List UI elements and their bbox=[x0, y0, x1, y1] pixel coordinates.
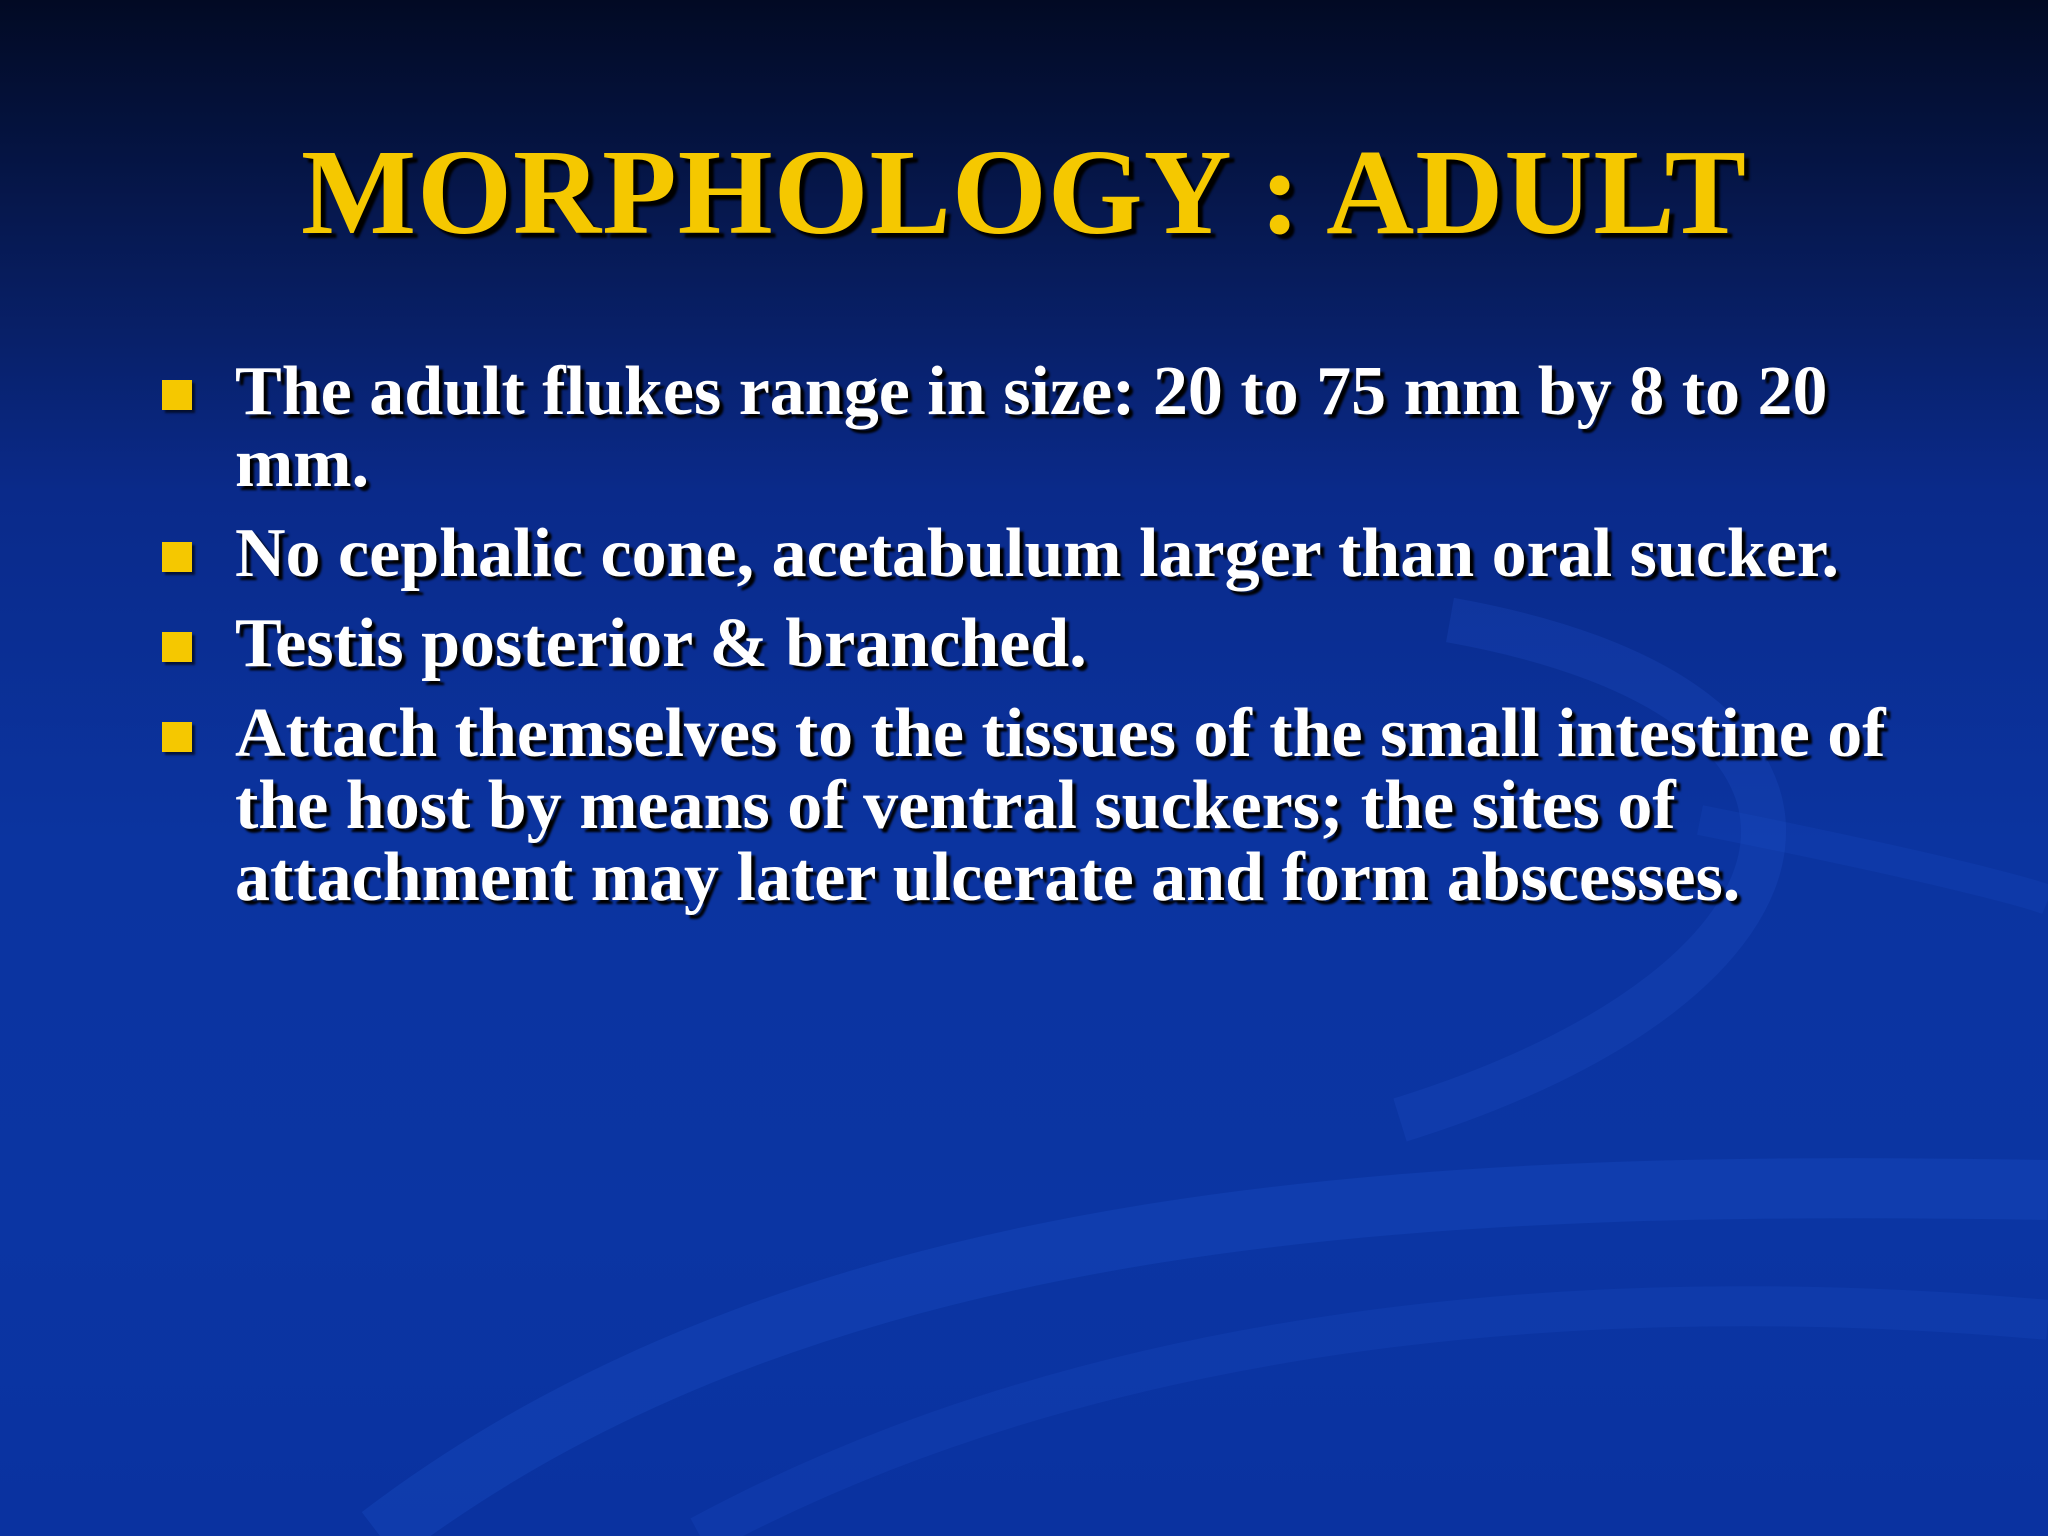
slide-title: MORPHOLOGY : ADULT bbox=[301, 125, 1747, 260]
square-bullet-icon bbox=[162, 722, 192, 752]
bullet-text: No cephalic cone, acetabulum larger than oral sucker. bbox=[235, 515, 1840, 592]
square-bullet-icon bbox=[162, 632, 192, 662]
bullet-text: Testis posterior & branched. bbox=[235, 605, 1087, 682]
bullet-text: Attach themselves to the tissues of the small intestine of the host by means of ventral suckers; the sites of attachment may later ulcerate and form abscesses. bbox=[235, 695, 1886, 916]
square-bullet-icon bbox=[162, 380, 192, 410]
bullet-item bbox=[160, 515, 1960, 592]
bullet-item bbox=[160, 605, 1960, 682]
bullet-item bbox=[160, 353, 1960, 502]
square-bullet-icon bbox=[162, 542, 192, 572]
bullet-text: The adult flukes range in size: 20 to 75 mm by 8 to 20 mm. bbox=[235, 353, 1828, 502]
bullet-list bbox=[160, 353, 1960, 932]
bullet-item bbox=[160, 695, 1960, 916]
